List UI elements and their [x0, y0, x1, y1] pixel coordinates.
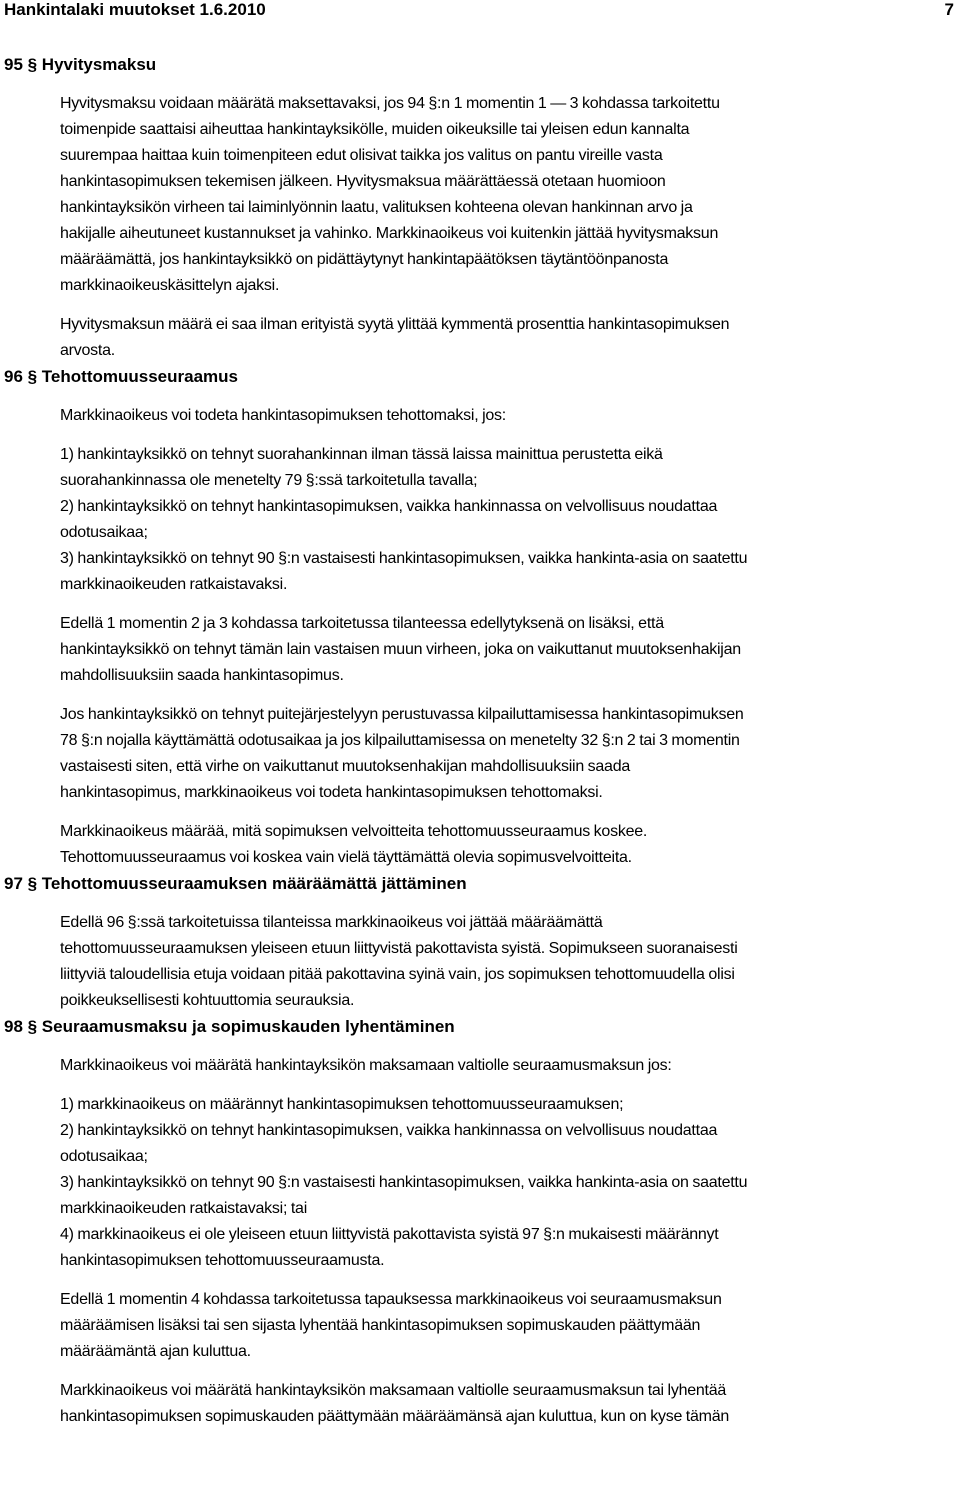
page-number: 7	[944, 0, 954, 19]
paragraph	[60, 611, 960, 689]
text-line: markkinaoikeuden ratkaistavaksi; tai	[60, 1200, 308, 1217]
text-line: tehottomuusseuraamuksen yleiseen etuun liittyvistä pakottavista syistä. Sopimukseen suoranaisesti	[60, 940, 738, 957]
text-line: toimenpide saattaisi aiheuttaa hankintayksikölle, muiden oikeuksille tai yleisen edun kannalta	[60, 121, 690, 138]
section-heading-96: 96 § Tehottomuusseuraamus	[4, 367, 238, 386]
text-line: 2) hankintayksikkö on tehnyt hankintasopimuksen, vaikka hankinnassa on velvollisuus noudattaa	[60, 498, 718, 515]
text-line: hakijalle aiheutuneet kustannukset ja vahinko. Markkinaoikeus voi kuitenkin jättää hyvitysmaksun	[60, 225, 719, 242]
paragraph	[60, 702, 960, 806]
page-header	[4, 0, 954, 26]
text-line: Tehottomuusseuraamus voi koskea vain vielä täyttämättä olevia sopimusvelvoitteita.	[60, 849, 632, 866]
text-line: odotusaikaa;	[60, 1148, 148, 1165]
section-heading-95: 95 § Hyvitysmaksu	[4, 55, 157, 74]
text-line: 3) hankintayksikkö on tehnyt 90 §:n vastaisesti hankintasopimuksen, vaikka hankinta-asia on saatettu	[60, 550, 748, 567]
text-line: 78 §:n nojalla käyttämättä odotusaikaa ja jos kilpailuttamisessa on menetelty 32 §:n 2 tai 3 momentin	[60, 732, 740, 749]
text-line: suorahankinnassa ole menetelty 79 §:ssä tarkoitetulla tavalla;	[60, 472, 478, 489]
text-line: Markkinaoikeus voi määrätä hankintayksikön maksamaan valtiolle seuraamusmaksun tai lyhentää	[60, 1382, 727, 1399]
text-line: hankintasopimuksen sopimuskauden päättymään määräämänsä ajan kuluttua, kun on kyse tämän	[60, 1408, 730, 1425]
paragraph	[60, 312, 960, 364]
text-line: Hyvitysmaksu voidaan määrätä maksettavaksi, jos 94 §:n 1 momentin 1 — 3 kohdassa tarkoitettu	[60, 95, 720, 112]
text-line: 1) hankintayksikkö on tehnyt suorahankinnan ilman tässä laissa mainittua perustetta eikä	[60, 446, 663, 463]
paragraph	[60, 1053, 960, 1079]
text-line: hankintasopimus, markkinaoikeus voi todeta hankintasopimuksen tehottomaksi.	[60, 784, 603, 801]
text-line: hankintasopimuksen tehottomuusseuraamusta.	[60, 1252, 385, 1269]
paragraph	[60, 1092, 960, 1274]
text-line: vastaisesti siten, että virhe on vaikuttanut muutoksenhakijan mahdollisuuksiin saada	[60, 758, 630, 775]
text-line: Edellä 1 momentin 4 kohdassa tarkoitetussa tapauksessa markkinaoikeus voi seuraamusmaksun	[60, 1291, 722, 1308]
text-line: Markkinaoikeus voi määrätä hankintayksikön maksamaan valtiolle seuraamusmaksun jos:	[60, 1057, 672, 1074]
text-line: hankintayksikkö on tehnyt tämän lain vastaisen muun virheen, joka on vaikuttanut muutoksenhakijan	[60, 641, 741, 658]
section-heading-97: 97 § Tehottomuusseuraamuksen määräämättä jättäminen	[4, 874, 467, 893]
text-line: liittyviä taloudellisia etuja voidaan pitää pakottavina syinä vain, jos sopimuksen tehottomuudella olisi	[60, 966, 735, 983]
text-line: määräämäntä ajan kuluttua.	[60, 1343, 251, 1360]
text-line: 1) markkinaoikeus on määrännyt hankintasopimuksen tehottomuusseuraamuksen;	[60, 1096, 624, 1113]
text-line: poikkeuksellisesti kohtuuttomia seurauksia.	[60, 992, 355, 1009]
text-line: hankintasopimuksen tekemisen jälkeen. Hyvitysmaksua määrättäessä otetaan huomioon	[60, 173, 666, 190]
paragraph	[60, 442, 960, 598]
paragraph	[60, 1287, 960, 1365]
text-line: määräämättä, jos hankintayksikkö on pidättäytynyt hankintapäätöksen täytäntöönpanosta	[60, 251, 669, 268]
text-line: määräämisen lisäksi tai sen sijasta lyhentää hankintasopimuksen sopimuskauden päättymään	[60, 1317, 701, 1334]
text-line: 4) markkinaoikeus ei ole yleiseen etuun liittyvistä pakottavista syistä 97 §:n mukaisesti määrännyt	[60, 1226, 719, 1243]
paragraph	[60, 403, 960, 429]
text-line: Hyvitysmaksun määrä ei saa ilman erityistä syytä ylittää kymmentä prosenttia hankintasopimuksen	[60, 316, 730, 333]
text-line: Edellä 1 momentin 2 ja 3 kohdassa tarkoitetussa tilanteessa edellytyksenä on lisäksi, että	[60, 615, 664, 632]
text-line: Markkinaoikeus voi todeta hankintasopimuksen tehottomaksi, jos:	[60, 407, 506, 424]
text-line: Jos hankintayksikkö on tehnyt puitejärjestelyyn perustuvassa kilpailuttamisessa hankintasopimuksen	[60, 706, 744, 723]
text-line: odotusaikaa;	[60, 524, 148, 541]
paragraph	[60, 819, 960, 871]
text-line: mahdollisuuksiin saada hankintasopimus.	[60, 667, 344, 684]
paragraph	[60, 91, 960, 299]
text-line: 3) hankintayksikkö on tehnyt 90 §:n vastaisesti hankintasopimuksen, vaikka hankinta-asia on saatettu	[60, 1174, 748, 1191]
text-line: suurempaa haittaa kuin toimenpiteen edut olisivat taikka jos valitus on pantu vireille vasta	[60, 147, 663, 164]
text-line: Edellä 96 §:ssä tarkoitetuissa tilanteissa markkinaoikeus voi jättää määräämättä	[60, 914, 603, 931]
document-body	[0, 52, 960, 1430]
text-line: hankintayksikön virheen tai laiminlyönnin laatu, valituksen kohteena olevan hankinnan arvo ja	[60, 199, 693, 216]
paragraph	[60, 1378, 960, 1430]
text-line: markkinaoikeuskäsittelyn ajaksi.	[60, 277, 280, 294]
text-line: 2) hankintayksikkö on tehnyt hankintasopimuksen, vaikka hankinnassa on velvollisuus noudattaa	[60, 1122, 718, 1139]
paragraph	[60, 910, 960, 1014]
document-title: Hankintalaki muutokset 1.6.2010	[4, 0, 266, 19]
text-line: arvosta.	[60, 342, 115, 359]
section-heading-98: 98 § Seuraamusmaksu ja sopimuskauden lyhentäminen	[4, 1017, 455, 1036]
text-line: Markkinaoikeus määrää, mitä sopimuksen velvoitteita tehottomuusseuraamus koskee.	[60, 823, 648, 840]
text-line: markkinaoikeuden ratkaistavaksi.	[60, 576, 288, 593]
